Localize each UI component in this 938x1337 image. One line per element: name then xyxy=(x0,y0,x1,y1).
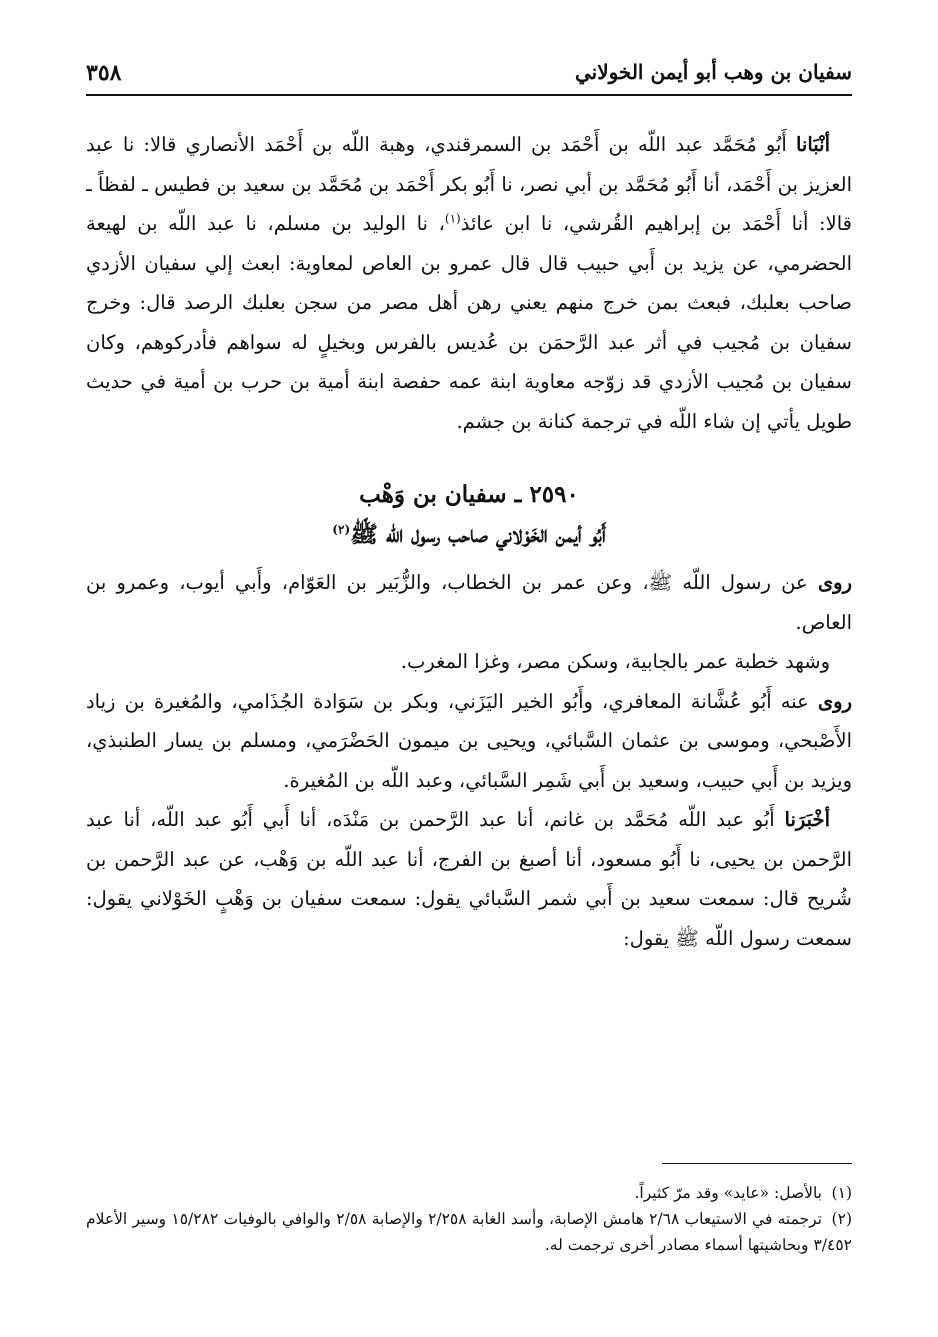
paragraph-text-continued: ، نا الوليد بن مسلم، نا عبد اللّه بن لهيعة الحضرمي، عن يزيد بن أَبي حبيب قال قال عمرو بن العاص لمعاوية: ابعث إلي سفيان الأزدي صاحب بعلبك، فبعث بمن خرج منهم يعني رهن أهل مصر من سجن بعلبك الرصد قال: وخرج سفيان بن مُجيب في أثر عبد الرَّحمَن بن عُديس بالفرس وبخيلٍ له سواهم فأدركوهم، وكان سفيان بن مُجيب الأزدي قد زوّجه معاوية ابنة عمه حفصة ابنة أمية بن حرب بن أمية في حديث طويل يأتي إن شاء اللّه في ترجمة كنانة بن جشم. xyxy=(86,212,852,433)
isnad-paragraph-1 xyxy=(86,125,852,441)
narrators-paragraph xyxy=(86,682,852,801)
footnote-1 xyxy=(86,1180,852,1206)
biography-paragraph xyxy=(86,642,852,682)
footnote-text: بالأصل: «عايد» وقد مرّ كثيراً. xyxy=(634,1184,822,1202)
paragraph-lead-word: روى xyxy=(817,689,852,713)
paragraph-text: عنه أَبُو عُشَّانة المعافري، وأَبُو الخير اليَزَني، وبكر بن سَوَادة الجُذَامي، والمُغيرة بن زياد الأَصْبحي، وموسى بن عثمان السَّبائي، ويحيى بن ميمون الحَضْرَمي، ومسلم بن يسار الطنبذي، ويزيد بن أَبي حبيب، وسعيد بن أَبي شَمِر السَّبائي، وعبد اللّه بن المُغيرة. xyxy=(86,689,852,792)
page-number: ٣٥٨ xyxy=(86,60,122,86)
header-rule xyxy=(86,94,852,96)
paragraph-lead-word: أنْبَانا xyxy=(795,133,830,156)
entry-heading xyxy=(86,475,852,555)
entry-heading-kunya xyxy=(86,515,852,555)
footnote-number: (١) xyxy=(831,1184,852,1202)
footnote-ref-2: (٢) xyxy=(332,522,351,537)
narration-paragraph xyxy=(86,563,852,642)
paragraph-text: أَبُو مُحَمَّد عبد اللّه بن أَحْمَد بن السمرقندي، وهبة اللّه بن أَحْمَد الأنصاري قالا: نا عبد العزيز بن أَحْمَد، أنا أَبُو مُحَمَّد بن أبي نصر، نا أَبُو بكر أَحْمَد بن مُحَمَّد بن سعيد بن فطيس ـ لفظاً ـ قالا: أنا أَحْمَد بن إبراهيم القُرشي، نا ابن عائذ xyxy=(86,133,853,235)
paragraph-lead-word: روى xyxy=(817,571,852,594)
footnote-2 xyxy=(86,1206,852,1258)
entry-heading-kunya-text: أَبُو أيمن الخَوْلاني صاحب رسول اللّه ﷺ xyxy=(350,521,606,548)
footnote-separator xyxy=(662,1163,852,1164)
main-text xyxy=(86,125,852,958)
page-header xyxy=(86,58,852,94)
paragraph-text: وشهد خطبة عمر بالجابية، وسكن مصر، وغزا المغرب. xyxy=(400,650,830,673)
entry-heading-number-name: ٢٥٩٠ ـ سفيان بن وَهْب xyxy=(359,481,579,508)
running-title: سفيان بن وهب أبو أيمن الخولاني xyxy=(574,60,852,84)
footnote-text: ترجمته في الاستيعاب ٢/٦٨ هامش الإصابة، وأسد الغابة ٢/٢٥٨ والإصابة ٢/٥٨ والوافي بالوفيات ١٥/٢٨٢ وسير الأعلام ٣/٤٥٢ وبحاشيتها أسماء مصادر أخرى ترجمت له. xyxy=(86,1210,852,1254)
footnote-ref-1: (١) xyxy=(444,211,461,226)
footnotes xyxy=(86,1180,852,1258)
isnad-paragraph-2 xyxy=(86,800,852,958)
footnote-number: (٢) xyxy=(831,1210,852,1228)
paragraph-text: أَبُو عبد اللّه مُحَمَّد بن غانم، أنا عبد الرَّحمن بن مَنْدَه، أنا أَبي أَبُو عبد اللّه، أنا عبد الرَّحمن بن يحيى، نا أَبُو مسعود، أنا أصبغ بن الفرج، أنا عبد اللّه بن وَهْب، عن عبد الرَّحمن بن شُريح قال: سمعت سعيد بن أَبي شمر السَّبائي يقول: سمعت سفيان بن وَهْبٍ الخَوْلاني يقول: سمعت رسول اللّه ﷺ يقول: xyxy=(86,808,852,950)
paragraph-lead-word: أخْبَرَنا xyxy=(784,808,830,831)
paragraph-text: عن رسول اللّه ﷺ، وعن عمر بن الخطاب، والزُّبَير بن العَوّام، وأَبي أيوب، وعمرو بن العاص. xyxy=(86,571,852,634)
